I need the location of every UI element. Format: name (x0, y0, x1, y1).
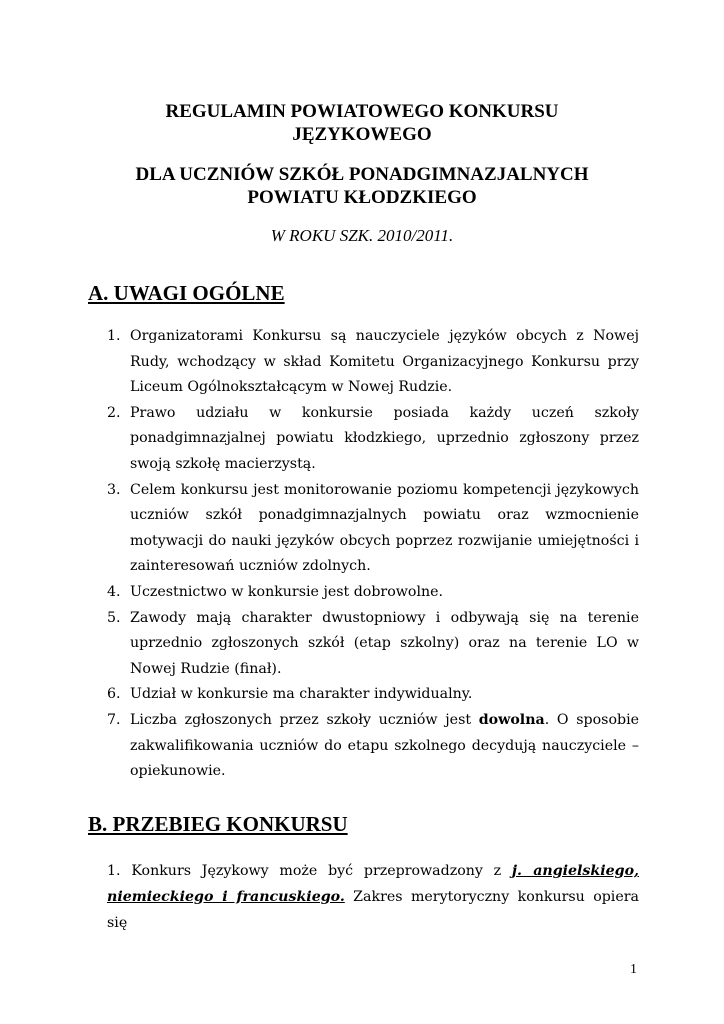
list-item-text: Udział w konkursie ma charakter indywidualny. (130, 686, 473, 703)
page-number: 1 (630, 962, 637, 977)
title-line-2: JĘZYKOWEGO (292, 124, 432, 145)
section-b-heading: B. PRZEBIEG KONKURSU (88, 812, 348, 836)
list-item-number: 7. (107, 711, 121, 728)
section-a-heading: A. UWAGI OGÓLNE (88, 281, 285, 305)
section-b-paragraph (107, 858, 639, 936)
list-item (107, 324, 639, 401)
school-year: W ROKU SZK. 2010/2011. (270, 226, 454, 245)
list-item-text: Organizatorami Konkursu są nauczyciele języków obcych z Nowej Rudy, wchodzący w skład Komitetu Organizacyjnego Konkursu przy Liceum Ogólnokształcącym w Nowej Rudzie. (130, 328, 639, 396)
list-item-number: 5. (107, 609, 121, 626)
languages-emphasis: j. angielskiego, niemieckiego i francuskiego. (107, 863, 639, 905)
list-item-text: Zawody mają charakter dwustopniowy i odbywają się na terenie uprzednio zgłoszonych szkół (etap szkolny) oraz na terenie LO w Nowej Rudzie (finał). (130, 609, 639, 677)
list-item (107, 401, 639, 478)
list-item-number: 6. (107, 686, 121, 703)
paragraph-text-after: Zakres merytoryczny konkursu opiera się (107, 889, 639, 931)
list-item (107, 682, 639, 708)
general-remarks-list (107, 324, 639, 785)
subtitle-line-2: POWIATU KŁODZKIEGO (247, 187, 477, 208)
list-item-text-after: . O sposobie zakwalifikowania uczniów do etapu szkolnego decydują nauczyciele – opiekunowie. (130, 711, 639, 780)
list-item-text: Prawo udziału w konkursie posiada każdy uczeń szkoły ponadgimnazjalnej powiatu kłodzkiego, uprzednio zgłoszony przez swoją szkołę macierzystą. (130, 404, 639, 472)
list-item-text-before: Liczba zgłoszonych przez szkoły uczniów jest (130, 711, 479, 728)
list-item (107, 478, 639, 580)
list-item-number: 2. (107, 404, 121, 421)
list-item-text: Celem konkursu jest monitorowanie poziomu kompetencji językowych uczniów szkół ponadgimnazjalnych powiatu oraz wzmocnienie motywacji do nauki języków obcych poprzez rozwijanie umiejętności i zainteresowań uczniów zdolnych. (130, 481, 639, 575)
paragraph-text-before: 1. Konkurs Językowy może być przeprowadzony z (107, 863, 512, 879)
list-item-number: 4. (107, 583, 121, 600)
subtitle-line-1: DLA UCZNIÓW SZKÓŁ PONADGIMNAZJALNYCH (135, 164, 589, 185)
list-item-text: Uczestnictwo w konkursie jest dobrowolne. (130, 583, 444, 600)
list-item-number: 3. (107, 481, 121, 498)
list-item (107, 708, 639, 785)
title-line-1: REGULAMIN POWIATOWEGO KONKURSU (165, 101, 559, 122)
list-item (107, 606, 639, 683)
list-item-bold-word: dowolna (478, 711, 545, 728)
list-item-number: 1. (107, 328, 121, 344)
list-item (107, 580, 639, 606)
